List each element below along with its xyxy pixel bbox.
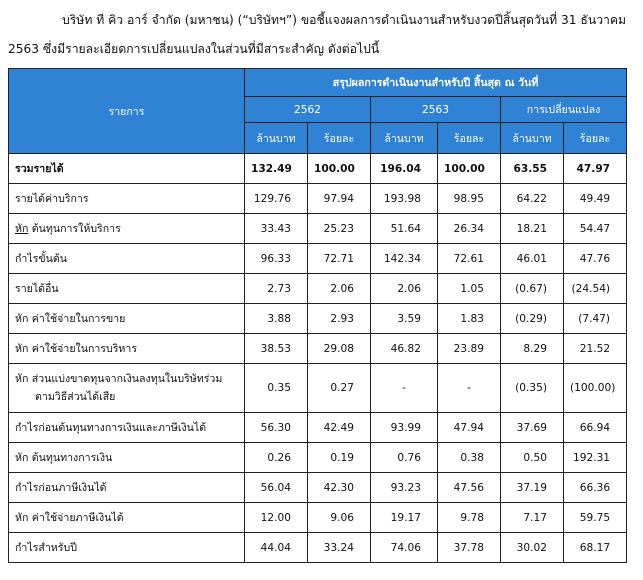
cell-value: 2.93 xyxy=(308,304,371,334)
cell-value: 42.30 xyxy=(308,473,371,503)
cell-value: 7.17 xyxy=(501,503,564,533)
cell-value: (100.00) xyxy=(564,364,627,413)
cell-value: 44.04 xyxy=(245,533,308,563)
cell-value: 1.05 xyxy=(438,274,501,304)
row-label: หัก ต้นทุนทางการเงิน xyxy=(9,443,245,473)
row-label: หัก ค่าใช้จ่ายในการบริหาร xyxy=(9,334,245,364)
row-label xyxy=(9,214,245,244)
cell-value: 93.23 xyxy=(371,473,438,503)
row-label: หัก ค่าใช้จ่ายภาษีเงินได้ xyxy=(9,503,245,533)
group-header: สรุปผลการดำเนินงานสำหรับปี สิ้นสุด ณ วันที่ xyxy=(245,69,627,97)
cell-value: 37.78 xyxy=(438,533,501,563)
row-label: รวมรายได้ xyxy=(9,154,245,184)
cell-value: 56.04 xyxy=(245,473,308,503)
cell-value: 100.00 xyxy=(308,154,371,184)
cell-value: 93.99 xyxy=(371,413,438,443)
cell-value: 59.75 xyxy=(564,503,627,533)
table-row xyxy=(9,364,627,413)
cell-value: 72.71 xyxy=(308,244,371,274)
table-row xyxy=(9,503,627,533)
cell-value: 42.49 xyxy=(308,413,371,443)
cell-value: 0.26 xyxy=(245,443,308,473)
cell-value: 54.47 xyxy=(564,214,627,244)
table-row xyxy=(9,184,627,214)
cell-value: 19.17 xyxy=(371,503,438,533)
table-row xyxy=(9,244,627,274)
cell-value: 9.78 xyxy=(438,503,501,533)
period-header-change: การเปลี่ยนแปลง xyxy=(501,97,627,123)
table-row xyxy=(9,154,627,184)
cell-value: 66.36 xyxy=(564,473,627,503)
period-header-2563: 2563 xyxy=(371,97,501,123)
cell-value: 3.59 xyxy=(371,304,438,334)
cell-value: 38.53 xyxy=(245,334,308,364)
cell-value: 30.02 xyxy=(501,533,564,563)
table-row xyxy=(9,214,627,244)
period-header-2562: 2562 xyxy=(245,97,371,123)
cell-value: 47.56 xyxy=(438,473,501,503)
cell-value: 0.19 xyxy=(308,443,371,473)
cell-value: 46.82 xyxy=(371,334,438,364)
cell-value: 33.24 xyxy=(308,533,371,563)
table-row xyxy=(9,274,627,304)
cell-value: 100.00 xyxy=(438,154,501,184)
cell-value: 21.52 xyxy=(564,334,627,364)
row-label: หัก ค่าใช้จ่ายในการขาย xyxy=(9,304,245,334)
cell-value: 23.89 xyxy=(438,334,501,364)
item-column-header: รายการ xyxy=(9,69,245,154)
row-label: กำไรก่อนภาษีเงินได้ xyxy=(9,473,245,503)
unit-header: ล้านบาท xyxy=(245,123,308,154)
cell-value: (0.67) xyxy=(501,274,564,304)
cell-value: 51.64 xyxy=(371,214,438,244)
row-label: กำไรขั้นต้น xyxy=(9,244,245,274)
row-label-text: ต้นทุนการให้บริการ xyxy=(31,223,121,235)
cell-value: 47.94 xyxy=(438,413,501,443)
cell-value: 33.43 xyxy=(245,214,308,244)
cell-value: 64.22 xyxy=(501,184,564,214)
cell-value: - xyxy=(371,364,438,413)
cell-value: 68.17 xyxy=(564,533,627,563)
cell-value: 49.49 xyxy=(564,184,627,214)
cell-value: 37.19 xyxy=(501,473,564,503)
table-row xyxy=(9,533,627,563)
row-label: กำไรก่อนต้นทุนทางการเงินและภาษีเงินได้ xyxy=(9,413,245,443)
table-row xyxy=(9,334,627,364)
cell-value: (0.35) xyxy=(501,364,564,413)
unit-header: ล้านบาท xyxy=(371,123,438,154)
cell-value: 37.69 xyxy=(501,413,564,443)
cell-value: 66.94 xyxy=(564,413,627,443)
cell-value: 0.27 xyxy=(308,364,371,413)
row-label: รายได้ค่าบริการ xyxy=(9,184,245,214)
table-row xyxy=(9,443,627,473)
cell-value: (24.54) xyxy=(564,274,627,304)
row-label-prefix: หัก xyxy=(15,223,29,235)
table-row xyxy=(9,304,627,334)
row-label-text: หัก ส่วนแบ่งขาดทุนจากเงินลงทุนในบริษัทร่วม xyxy=(15,373,223,385)
cell-value: 193.98 xyxy=(371,184,438,214)
row-label xyxy=(9,364,245,413)
cell-value: 192.31 xyxy=(564,443,627,473)
cell-value: 98.95 xyxy=(438,184,501,214)
cell-value: (0.29) xyxy=(501,304,564,334)
results-table xyxy=(8,68,627,563)
cell-value: - xyxy=(438,364,501,413)
row-label-continuation: ตามวิธีส่วนได้เสีย xyxy=(35,391,116,403)
cell-value: 0.50 xyxy=(501,443,564,473)
unit-header: ร้อยละ xyxy=(438,123,501,154)
cell-value: 97.94 xyxy=(308,184,371,214)
cell-value: 0.76 xyxy=(371,443,438,473)
cell-value: 18.21 xyxy=(501,214,564,244)
row-label: รายได้อื่น xyxy=(9,274,245,304)
cell-value: 2.06 xyxy=(308,274,371,304)
cell-value: 2.06 xyxy=(371,274,438,304)
cell-value: 25.23 xyxy=(308,214,371,244)
cell-value: 12.00 xyxy=(245,503,308,533)
cell-value: 142.34 xyxy=(371,244,438,274)
cell-value: 96.33 xyxy=(245,244,308,274)
cell-value: 2.73 xyxy=(245,274,308,304)
row-label: กำไรสำหรับปี xyxy=(9,533,245,563)
cell-value: 132.49 xyxy=(245,154,308,184)
cell-value: 196.04 xyxy=(371,154,438,184)
table-row xyxy=(9,413,627,443)
cell-value: 0.38 xyxy=(438,443,501,473)
cell-value: 26.34 xyxy=(438,214,501,244)
intro-line-1: บริษัท ที คิว อาร์ จำกัด (มหาชน) (“บริษัทฯ”) ขอชี้แจงผลการดำเนินงานสำหรับงวดปีสิ้นสุดวันที่ 31 ธันวาคม xyxy=(62,13,627,27)
cell-value: 8.29 xyxy=(501,334,564,364)
cell-value: 47.76 xyxy=(564,244,627,274)
cell-value: 9.06 xyxy=(308,503,371,533)
cell-value: 29.08 xyxy=(308,334,371,364)
cell-value: 46.01 xyxy=(501,244,564,274)
cell-value: 74.06 xyxy=(371,533,438,563)
intro-line-2: 2563 ซึ่งมีรายละเอียดการเปลี่ยนแปลงในส่วนที่มีสาระสำคัญ ดังต่อไปนี้ xyxy=(8,42,380,56)
cell-value: 0.35 xyxy=(245,364,308,413)
unit-header: ล้านบาท xyxy=(501,123,564,154)
cell-value: (7.47) xyxy=(564,304,627,334)
cell-value: 47.97 xyxy=(564,154,627,184)
table-row xyxy=(9,473,627,503)
cell-value: 56.30 xyxy=(245,413,308,443)
cell-value: 1.83 xyxy=(438,304,501,334)
cell-value: 3.88 xyxy=(245,304,308,334)
cell-value: 129.76 xyxy=(245,184,308,214)
intro-paragraph xyxy=(8,6,628,64)
unit-header: ร้อยละ xyxy=(564,123,627,154)
cell-value: 72.61 xyxy=(438,244,501,274)
unit-header: ร้อยละ xyxy=(308,123,371,154)
cell-value: 63.55 xyxy=(501,154,564,184)
